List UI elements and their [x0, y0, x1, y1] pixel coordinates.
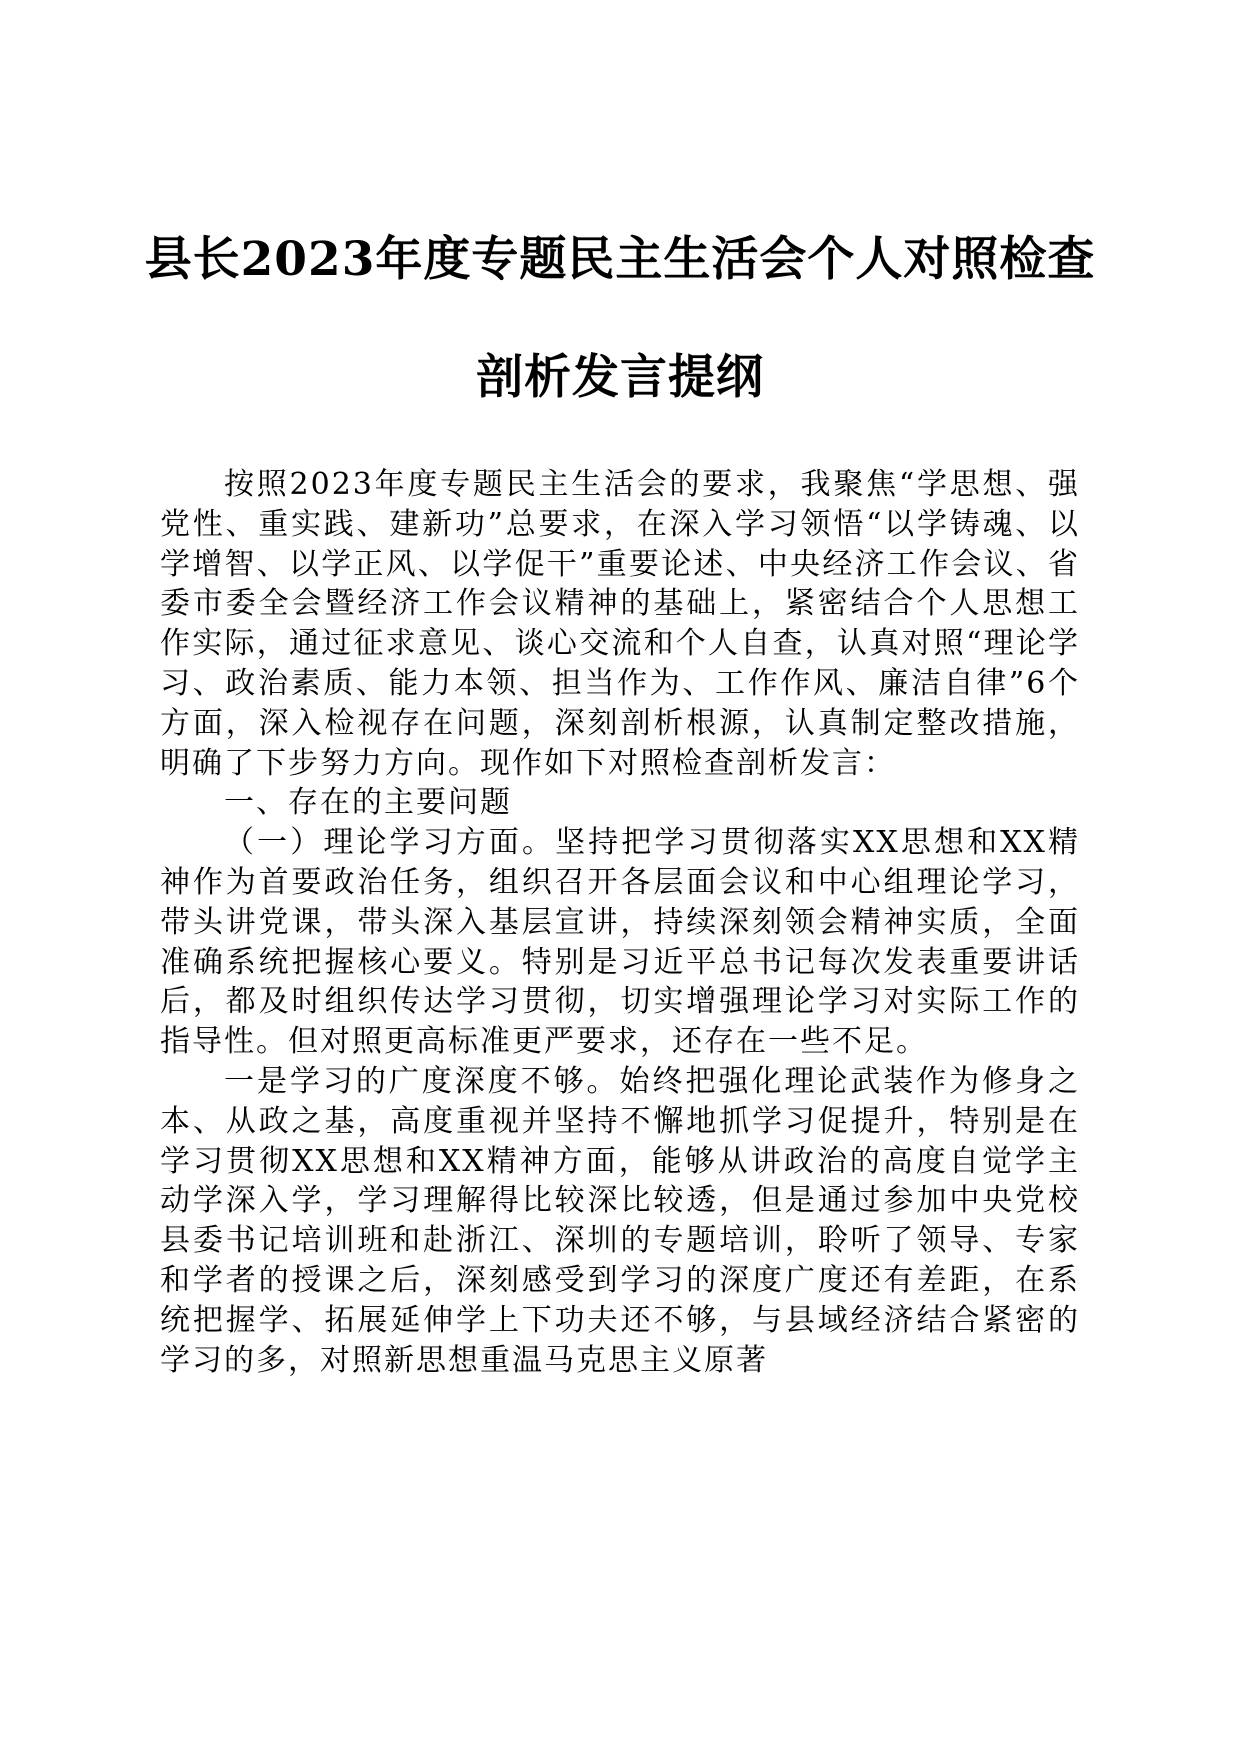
point-paragraph-1: 一是学习的广度深度不够。始终把强化理论武装作为修身之本、从政之基，高度重视并坚持不懈地抓学习促提升，特别是在学习贯彻XX思想和XX精神方面，能够从讲政治的高度自觉学主动学深入学，学习理解得比较深比较透，但是通过参加中央党校县委书记培训班和赴浙江、深圳的专题培训，聆听了领导、专家和学者的授课之后，深刻感受到学习的深度广度还有差距，在系统把握学、拓展延伸学上下功夫还不够，与县域经济结合紧密的学习的多，对照新思想重温马克思主义原著 [160, 1063, 1080, 1378]
document-body [160, 465, 1080, 1380]
document-title-line-2: 剖析发言提纲 [476, 350, 764, 405]
intro-paragraph: 按照2023年度专题民主生活会的要求，我聚焦“学思想、强党性、重实践、建新功”总要求，在深入学习领悟“以学铸魂、以学增智、以学正风、以学促干”重要论述、中央经济工作会议、省委市委全会暨经济工作会议精神的基础上，紧密结合个人思想工作实际，通过征求意见、谈心交流和个人自查，认真对照“理论学习、政治素质、能力本领、担当作为、工作作风、廉洁自律”6个方面，深入检视存在问题，深刻剖析根源，认真制定整改措施，明确了下步努力方向。现作如下对照检查剖析发言： [160, 467, 1080, 781]
section-heading-1: 一、存在的主要问题 [224, 785, 512, 821]
document-title-line-1: 县长2023年度专题民主生活会个人对照检查 [144, 232, 1096, 287]
subsection-paragraph-1: （一）理论学习方面。坚持把学习贯彻落实XX思想和XX精神作为首要政治任务，组织召开各层面会议和中心组理论学习，带头讲党课，带头深入基层宣讲，持续深刻领会精神实质，全面准确系统把握核心要义。特别是习近平总书记每次发表重要讲话后，都及时组织传达学习贯彻，切实增强理论学习对实际工作的指导性。但对照更高标准更严要求，还存在一些不足。 [160, 825, 1080, 1060]
